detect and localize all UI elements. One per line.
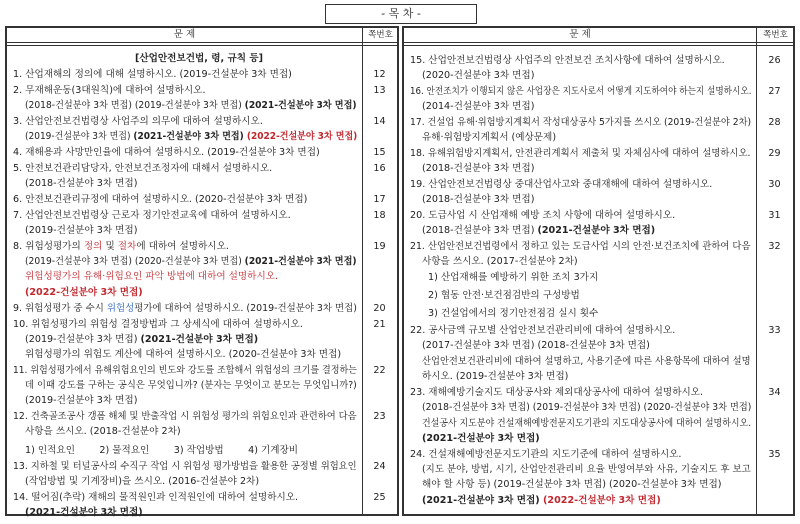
row-divider: [404, 45, 793, 46]
toc-item-14[interactable]: 14. 떨어짐(추락) 재해의 물적원인과 인적원인에 대하여 설명하시오.: [13, 492, 299, 503]
table-header: [7, 28, 397, 43]
toc-item-21-sub2: 2) 협동 안전·보건점검반의 구성방법: [428, 290, 580, 301]
toc-item-17-line2: 유해·위험방지계획서 (예상문제): [422, 132, 557, 143]
page-number: 26: [768, 55, 781, 66]
page-number: 25: [373, 492, 386, 503]
toc-item-22[interactable]: 22. 공사금액 규모별 산업안전보건관리비에 대하여 설명하시오.: [410, 325, 676, 336]
page-number: 35: [768, 449, 781, 460]
toc-item-24-years: (2021-건설분야 3차 면접) (2022-건설분야 3차 면접): [422, 495, 661, 506]
toc-item-5[interactable]: 5. 안전보건관리담당자, 안전보건조정자에 대해서 설명하시오.: [13, 163, 273, 174]
toc-item-22-sub: 산업안전보건관리비에 대하여 설명하고, 사용기준에 따른 사용항목에 대하여 설명: [422, 356, 751, 367]
header-subject: 문 제: [173, 29, 196, 40]
section-title: [산업안전보건법, 령, 규칙 등]: [135, 53, 264, 64]
toc-item-8-sub-years: (2022-건설분야 3차 면접): [25, 287, 143, 298]
toc-item-10-years: (2019-건설분야 3차 면접) (2021-건설분야 3차 면접): [25, 334, 259, 345]
toc-item-16[interactable]: 16. 안전조치가 이행되지 않은 사업장은 지도사로서 어떻게 지도하여야 하는지 설명하시오.: [410, 86, 752, 97]
toc-item-23-years: (2018-건설분야 3차 면접) (2019-건설분야 3차 면접) (2020-건설분야 3차 면접): [422, 402, 752, 413]
toc-item-15[interactable]: 15. 산업안전보건법령상 사업주의 안전보건 조치사항에 대하여 설명하시오.: [410, 55, 725, 66]
toc-item-21-sub1: 1) 산업재해를 예방하기 위한 조치 3가지: [428, 272, 599, 283]
header-page: 쪽번호: [756, 28, 794, 42]
toc-item-3-years: (2019-건설분야 3차 면접) (2021-건설분야 3차 면접) (2022-건설분야 3차 면접): [25, 131, 358, 142]
page-number: 27: [768, 86, 781, 97]
toc-item-10[interactable]: 10. 위험성평가의 위험성 결정방법과 그 상세식에 대하여 설명하시오.: [13, 319, 303, 330]
toc-item-22-years: (2017-건설분야 3차 면접) (2018-건설분야 3차 면접): [422, 340, 650, 351]
page-number: 23: [373, 411, 386, 422]
toc-item-23-sub: 건설공사 지도분야 건설재해예방전문지도기관의 지도대상공사에 대하여 설명하시오.: [422, 418, 752, 429]
column-divider: [756, 28, 757, 514]
toc-item-21-line2: 사항을 쓰시오. (2017-건설분야 2차): [422, 256, 578, 267]
table-header: [404, 28, 793, 43]
toc-item-8[interactable]: 8. 위험성평가의 정의 및 절차에 대하여 설명하시오.: [13, 241, 229, 252]
toc-item-21[interactable]: 21. 산업안전보건법령에서 정하고 있는 도급사업 시의 안전·보건조치에 관하여 다음: [410, 241, 751, 252]
page-number: 33: [768, 325, 781, 336]
toc-item-24-line3: 해야 할 사항 등) (2019-건설분야 3차 면접) (2020-건설분야 3차 면접): [422, 479, 722, 490]
page-number: 13: [373, 85, 386, 96]
page-number: 24: [373, 461, 386, 472]
toc-item-23[interactable]: 23. 재해예방기술지도 대상공사와 제외대상공사에 대하여 설명하시오.: [410, 387, 704, 398]
toc-item-20-years: (2018-건설분야 3차 면접) (2021-건설분야 3차 면접): [422, 225, 656, 236]
toc-item-24-line2: (지도 분야, 방법, 시기, 산업안전관리비 요율 반영여부와 사유, 기술지도 후 보고: [422, 464, 751, 475]
toc-item-9[interactable]: 9. 위험성평가 중 수시 위험성평가에 대하여 설명하시오. (2019-건설분야 3차 면접): [13, 303, 357, 314]
toc-item-13[interactable]: 13. 지하철 및 터널공사의 수직구 작업 시 위험성 평가방법을 활용한 공정별 위험요인: [13, 461, 357, 472]
toc-item-15-years: (2020-건설분야 3차 면접): [422, 70, 535, 81]
toc-item-7[interactable]: 7. 산업안전보건법령상 근로자 정기안전교육에 대하여 설명하시오.: [13, 210, 291, 221]
page-number: 18: [373, 210, 386, 221]
page-number: 34: [768, 387, 781, 398]
toc-item-12-list: 1) 인적요인 2) 물적요인 3) 작업방법 4) 기계장비: [25, 445, 299, 456]
header-subject: 문 제: [569, 29, 591, 40]
page-number: 14: [373, 116, 386, 127]
toc-left-column: [5, 26, 399, 516]
toc-item-23-sub-years: (2021-건설분야 3차 면접): [422, 433, 540, 444]
toc-item-2[interactable]: 2. 무재해운동(3대원칙)에 대하여 설명하시오.: [13, 85, 206, 96]
toc-item-19[interactable]: 19. 산업안전보건법령상 중대산업사고와 중대재해에 대하여 설명하시오.: [410, 179, 713, 190]
toc-item-7-years: (2019-건설분야 3차 면접): [25, 225, 138, 236]
toc-right-column: [402, 26, 795, 516]
page-number: 16: [373, 163, 386, 174]
toc-item-4[interactable]: 4. 재해용과 사망만인율에 대하여 설명하시오. (2019-건설분야 3차 면접): [13, 147, 320, 158]
page-number: 12: [373, 69, 386, 80]
toc-item-11-years: (2019-건설분야 3차 면접): [25, 395, 138, 406]
toc-item-6[interactable]: 6. 안전보건관리규정에 대하여 설명하시오. (2020-건설분야 3차 면접): [13, 194, 308, 205]
toc-item-19-years: (2018-건설분야 3차 면접): [422, 194, 535, 205]
page-number: 32: [768, 241, 781, 252]
page-number: 28: [768, 117, 781, 128]
toc-item-20[interactable]: 20. 도급사업 시 산업재해 예방 조치 사항에 대하여 설명하시오.: [410, 210, 676, 221]
page-number: 22: [373, 365, 386, 376]
header-page: 쪽번호: [362, 28, 398, 42]
toc-item-3[interactable]: 3. 산업안전보건법령상 사업주의 의무에 대하여 설명하시오.: [13, 116, 263, 127]
toc-item-8-sub: 위험성평가의 유해·위험요인 파악 방법에 대하여 설명하시오.: [25, 271, 279, 282]
column-divider: [362, 28, 363, 514]
toc-item-24[interactable]: 24. 건설재해예방전문지도기관의 지도기준에 대하여 설명하시오.: [410, 449, 682, 460]
page-number: 29: [768, 148, 781, 159]
toc-item-12[interactable]: 12. 건축골조공사 갱폼 해체 및 반출작업 시 위험성 평가의 위험요인과 관련하여 다음: [13, 411, 357, 422]
page-number: 30: [768, 179, 781, 190]
toc-item-8-years: (2019-건설분야 3차 면접) (2020-건설분야 3차 면접) (2021-건설분야 3차 면접): [25, 256, 357, 267]
toc-title: - 목 차 -: [325, 4, 477, 24]
toc-item-11-line2: 데 이때 강도를 구하는 공식은 무엇입니까? (분자는 무엇이고 분모는 무엇입니까?): [25, 380, 357, 391]
page-number: 31: [768, 210, 781, 221]
toc-item-21-sub3: 3) 건설업에서의 정기안전점검 실시 횟수: [428, 308, 599, 319]
toc-item-1[interactable]: 1. 산업재해의 정의에 대해 설명하시오. (2019-건설분야 3차 면접): [13, 69, 292, 80]
page-number: 21: [373, 319, 386, 330]
toc-item-17[interactable]: 17. 건설업 유해·위험방지계획서 작성대상공사 5가지를 쓰시오 (2019-건설분야 2차): [410, 117, 752, 128]
toc-item-5-years: (2018-건설분야 3차 면접): [25, 178, 138, 189]
page-number: 19: [373, 241, 386, 252]
toc-item-18[interactable]: 18. 유해위험방지계획서, 안전관리계획서 제출처 및 자체심사에 대하여 설명하시오.: [410, 148, 751, 159]
toc-item-18-years: (2018-건설분야 3차 면접): [422, 163, 535, 174]
toc-item-13-line2: (작업방법 및 기계장비)을 쓰시오. (2016-건설분야 2차): [25, 476, 260, 487]
page-number: 15: [373, 147, 386, 158]
row-divider: [7, 45, 397, 46]
page-number: 17: [373, 194, 386, 205]
toc-item-10-sub: 위험성평가의 위험도 계산에 대하여 설명하시오. (2020-건설분야 3차 면접): [25, 349, 342, 360]
toc-item-14-years: (2021-건설분야 3차 면접): [25, 507, 143, 518]
toc-item-11[interactable]: 11. 위험성평가에서 유해위험요인의 빈도와 강도를 조합해서 위험성의 크기를 결정하는: [13, 365, 358, 376]
toc-item-2-years: (2018-건설분야 3차 면접) (2019-건설분야 3차 면접) (2021-건설분야 3차 면접): [25, 100, 357, 111]
toc-item-16-years: (2014-건설분야 3차 면접): [422, 101, 535, 112]
toc-item-22-sub-years: 하시오. (2019-건설분야 3차 면접): [422, 371, 569, 382]
toc-item-12-line2: 사항을 쓰시오. (2018-건설분야 2차): [25, 426, 181, 437]
page-number: 20: [373, 303, 386, 314]
